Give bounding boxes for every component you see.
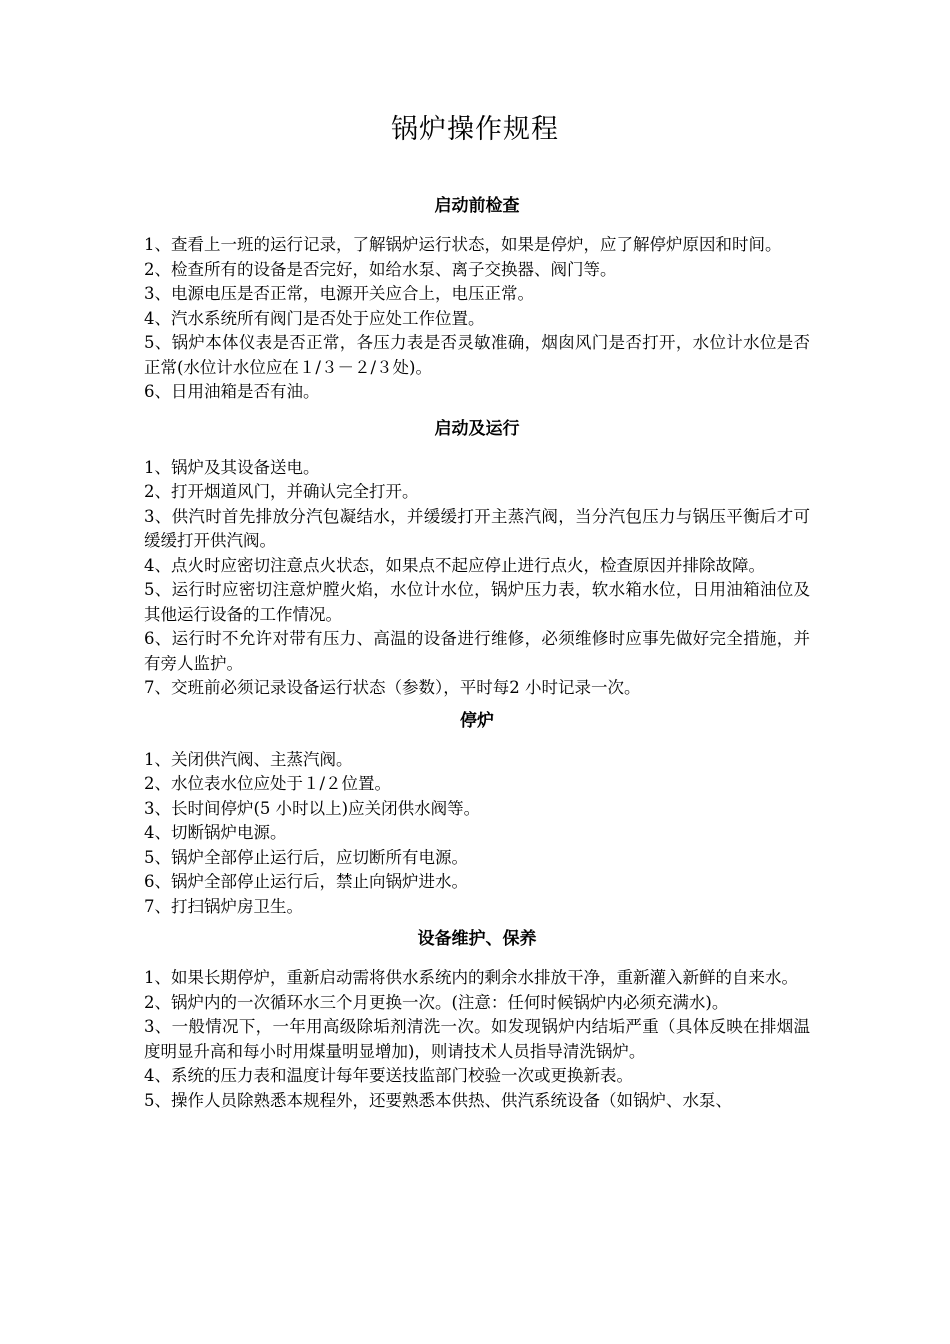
list-item: 5、锅炉全部停止运行后，应切断所有电源。 bbox=[144, 847, 468, 867]
list-item: 1、锅炉及其设备送电。 bbox=[144, 457, 320, 477]
list-item: 4、系统的压力表和温度计每年要送技监部门校验一次或更换新表。 bbox=[144, 1066, 633, 1085]
list-item: 6、锅炉全部停止运行后，禁止向锅炉进水。 bbox=[144, 872, 468, 891]
list-item: 2、打开烟道风门，并确认完全打开。 bbox=[144, 482, 419, 501]
section-shutdown bbox=[144, 709, 810, 920]
list-item: 5、锅炉本体仪表是否正常，各压力表是否灵敏准确，烟囱风门是否打开，水位计水位是否正常(水位计水位应在１/３－２/３处)。 bbox=[144, 333, 810, 377]
section-heading: 启动及运行 bbox=[434, 418, 520, 439]
section-heading: 停炉 bbox=[460, 710, 494, 731]
list-item: 4、汽水系统所有阀门是否处于应处工作位置。 bbox=[144, 308, 485, 328]
list-item: 2、锅炉内的一次循环水三个月更换一次。(注意：任何时候锅炉内必须充满水)。 bbox=[144, 992, 729, 1012]
document-body bbox=[144, 194, 810, 1113]
section-pre-start-check bbox=[144, 194, 810, 405]
list-item: 5、操作人员除熟悉本规程外，还要熟悉本供热、供汽系统设备（如锅炉、水泵、 bbox=[144, 1090, 732, 1110]
list-item: 4、切断锅炉电源。 bbox=[144, 823, 287, 842]
list-item: 1、查看上一班的运行记录，了解锅炉运行状态，如果是停炉，应了解停炉原因和时间。 bbox=[144, 235, 782, 254]
list-item: 1、如果长期停炉，重新启动需将供水系统内的剩余水排放干净，重新灌入新鲜的自来水。 bbox=[144, 968, 798, 987]
list-item: 7、打扫锅炉房卫生。 bbox=[144, 896, 303, 916]
section-maintenance bbox=[144, 927, 810, 1113]
list-item: 3、供汽时首先排放分汽包凝结水，并缓缓打开主蒸汽阀，当分汽包压力与锅压平衡后才可缓缓打开供汽阀。 bbox=[144, 506, 810, 550]
list-item: 2、水位表水位应处于１/２位置。 bbox=[144, 774, 392, 793]
list-item: 3、一般情况下，一年用高级除垢剂清洗一次。如发现锅炉内结垢严重（具体反映在排烟温度明显升高和每小时用煤量明显增加)，则请技术人员指导清洗锅炉。 bbox=[144, 1017, 810, 1061]
list-item: 3、长时间停炉(5 小时以上)应关闭供水阀等。 bbox=[144, 798, 481, 818]
list-item: 1、关闭供汽阀、主蒸汽阀。 bbox=[144, 749, 353, 769]
section-heading: 设备维护、保养 bbox=[417, 929, 537, 949]
list-item: 3、电源电压是否正常，电源开关应合上，电压正常。 bbox=[144, 284, 534, 303]
list-item: 7、交班前必须记录设备运行状态（参数），平时每2 小时记录一次。 bbox=[144, 678, 641, 697]
list-item: 6、日用油箱是否有油。 bbox=[144, 382, 320, 401]
section-heading: 启动前检查 bbox=[434, 196, 520, 216]
list-item: 6、运行时不允许对带有压力、高温的设备进行维修，必须维修时应事先做好完全措施，并有旁人监护。 bbox=[144, 629, 810, 673]
document-title: 锅炉操作规程 bbox=[391, 114, 559, 145]
list-item: 5、运行时应密切注意炉膛火焰，水位计水位，锅炉压力表，软水箱水位，日用油箱油位及其他运行设备的工作情况。 bbox=[144, 580, 810, 624]
section-start-and-run bbox=[144, 417, 810, 701]
list-item: 4、点火时应密切注意点火状态，如果点不起应停止进行点火，检查原因并排除故障。 bbox=[144, 555, 765, 575]
list-item: 2、检查所有的设备是否完好，如给水泵、离子交换器、阀门等。 bbox=[144, 259, 617, 279]
